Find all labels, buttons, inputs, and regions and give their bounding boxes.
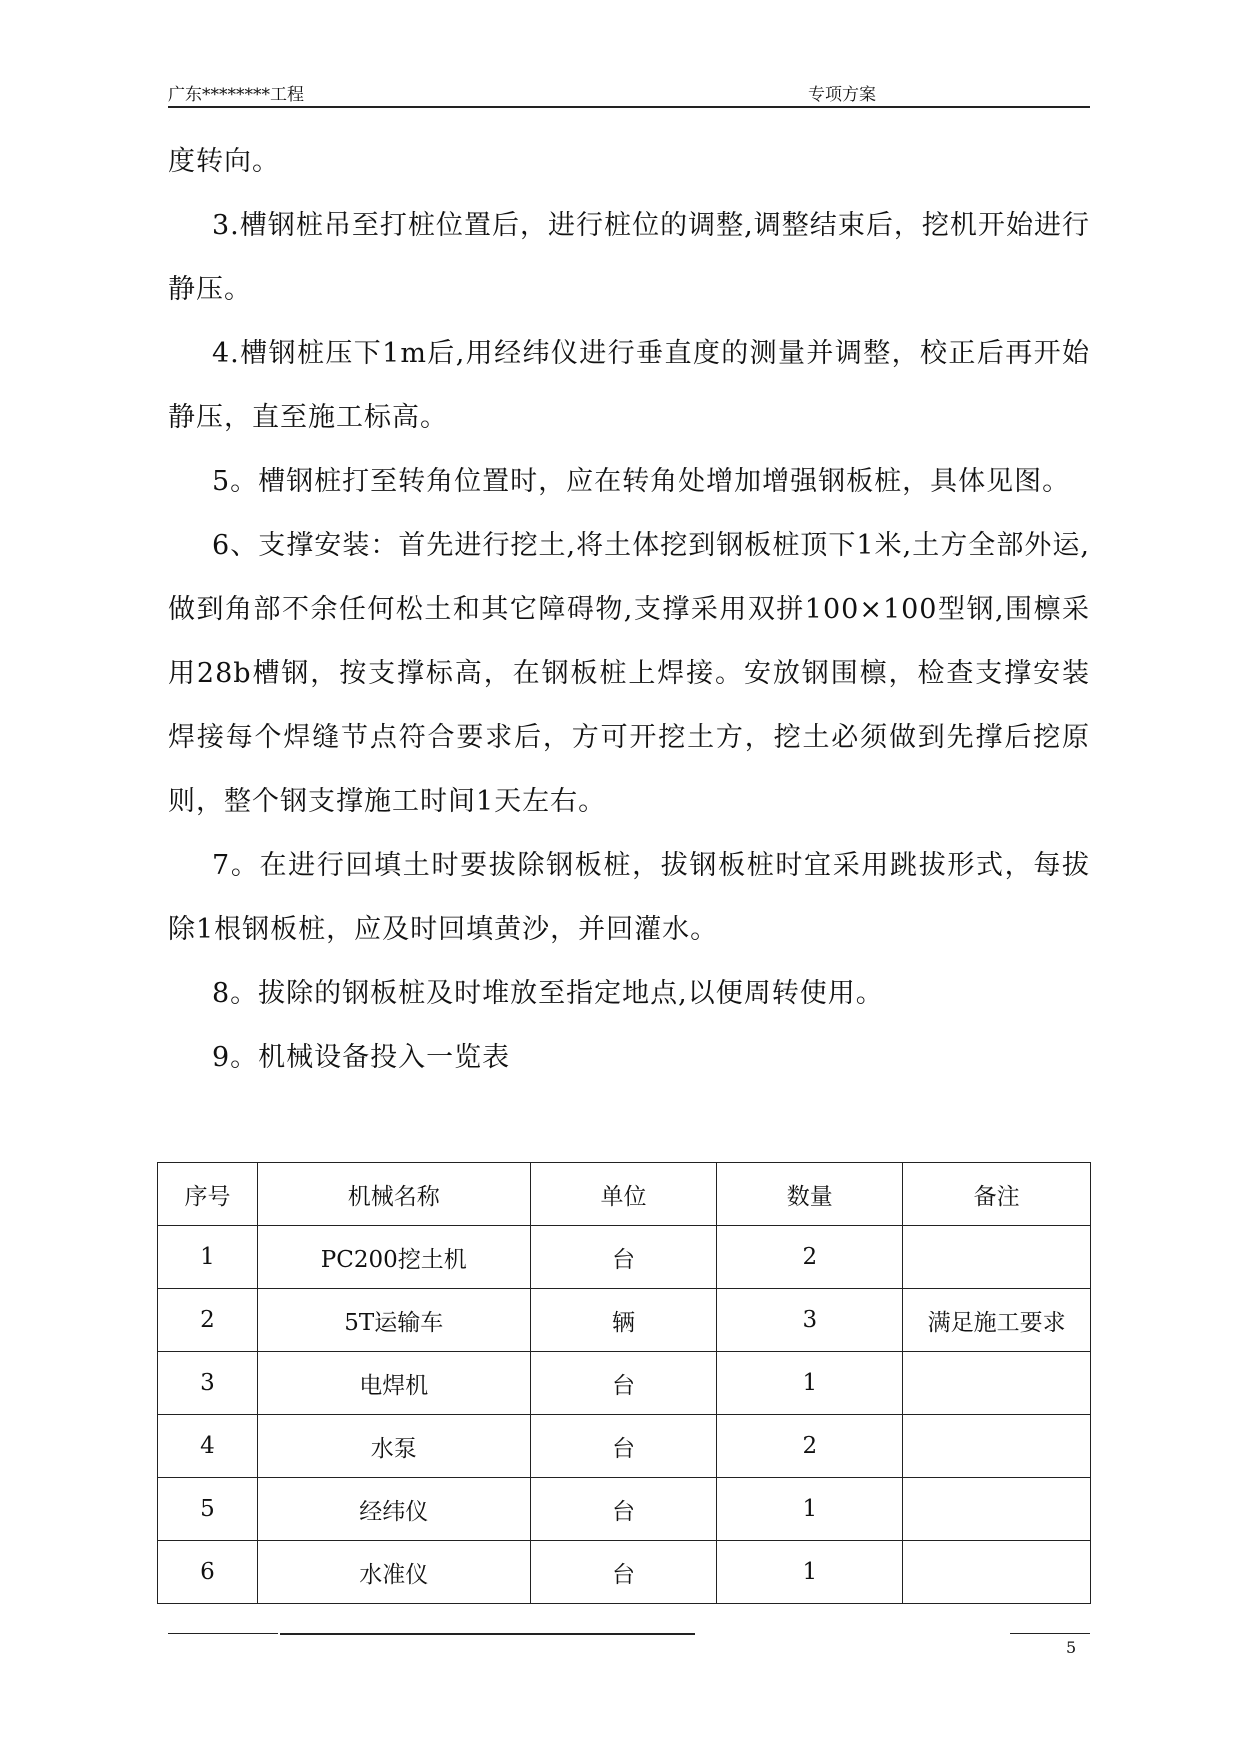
table-row <box>158 1478 1091 1541</box>
cell-unit: 台 <box>530 1541 717 1604</box>
table-row <box>158 1226 1091 1289</box>
header-project-title: 广东********工程 <box>168 85 304 105</box>
cell-unit: 台 <box>530 1352 717 1415</box>
cell-remarks <box>903 1415 1091 1478</box>
cell-remarks <box>903 1478 1091 1541</box>
paragraph-step-7: 7。在进行回填土时要拔除钢板桩，拔钢板桩时宜采用跳拔形式，每拔除1根钢板桩，应及时回填黄沙，并回灌水。 <box>168 850 1090 945</box>
paragraph-step-9: 9。机械设备投入一览表 <box>212 1042 511 1073</box>
footer-rule <box>280 1633 695 1635</box>
footer-rule <box>168 1633 278 1634</box>
cell-index: 6 <box>158 1541 258 1604</box>
column-header-remarks: 备注 <box>903 1163 1091 1226</box>
document-body <box>168 130 1090 1090</box>
page-number: 5 <box>1066 1638 1077 1657</box>
cell-quantity: 3 <box>717 1289 903 1352</box>
paragraph-step-5: 5。槽钢桩打至转角位置时，应在转角处增加增强钢板桩，具体见图。 <box>212 466 1071 497</box>
cell-machine-name: PC200挖土机 <box>257 1226 530 1289</box>
paragraph-step-6: 6、支撑安装：首先进行挖土,将土体挖到钢板桩顶下1米,土方全部外运,做到角部不余任何松土和其它障碍物,支撑采用双拼100×100型钢,围檩采用28b槽钢，按支撑标高，在钢板桩上焊接。安放钢围檩，检查支撑安装焊接每个焊缝节点符合要求后，方可开挖土方，挖土必须做到先撑后挖原则，整个钢支撑施工时间1天左右。 <box>168 530 1090 817</box>
paragraph-step-8: 8。拔除的钢板桩及时堆放至指定地点,以便周转使用。 <box>212 978 884 1009</box>
table-row <box>158 1352 1091 1415</box>
cell-unit: 辆 <box>530 1289 717 1352</box>
cell-machine-name: 水泵 <box>257 1415 530 1478</box>
header-document-type: 专项方案 <box>808 85 876 105</box>
table-row <box>158 1289 1091 1352</box>
column-header-machine-name: 机械名称 <box>257 1163 530 1226</box>
cell-index: 1 <box>158 1226 258 1289</box>
cell-unit: 台 <box>530 1226 717 1289</box>
paragraph-step-4: 4.槽钢桩压下1m后,用经纬仪进行垂直度的测量并调整，校正后再开始静压，直至施工标高。 <box>168 338 1090 433</box>
table-header-row <box>158 1163 1091 1226</box>
cell-index: 5 <box>158 1478 258 1541</box>
cell-quantity: 1 <box>717 1352 903 1415</box>
footer-rule <box>1010 1633 1090 1634</box>
cell-index: 3 <box>158 1352 258 1415</box>
cell-remarks <box>903 1352 1091 1415</box>
equipment-table <box>157 1162 1091 1604</box>
cell-quantity: 1 <box>717 1478 903 1541</box>
cell-quantity: 1 <box>717 1541 903 1604</box>
cell-index: 4 <box>158 1415 258 1478</box>
cell-quantity: 2 <box>717 1226 903 1289</box>
paragraph-step-3: 3.槽钢桩吊至打桩位置后，进行桩位的调整,调整结束后，挖机开始进行静压。 <box>168 210 1090 305</box>
cell-machine-name: 5T运输车 <box>257 1289 530 1352</box>
page-header <box>168 80 1090 108</box>
column-header-index: 序号 <box>158 1163 258 1226</box>
paragraph-continuation: 度转向。 <box>168 146 280 177</box>
cell-unit: 台 <box>530 1478 717 1541</box>
table-row <box>158 1415 1091 1478</box>
cell-remarks <box>903 1226 1091 1289</box>
table-row <box>158 1541 1091 1604</box>
cell-remarks: 满足施工要求 <box>903 1289 1091 1352</box>
column-header-unit: 单位 <box>530 1163 717 1226</box>
cell-remarks <box>903 1541 1091 1604</box>
cell-quantity: 2 <box>717 1415 903 1478</box>
column-header-quantity: 数量 <box>717 1163 903 1226</box>
cell-index: 2 <box>158 1289 258 1352</box>
cell-machine-name: 水准仪 <box>257 1541 530 1604</box>
cell-machine-name: 经纬仪 <box>257 1478 530 1541</box>
header-rule <box>168 106 1090 108</box>
cell-unit: 台 <box>530 1415 717 1478</box>
cell-machine-name: 电焊机 <box>257 1352 530 1415</box>
